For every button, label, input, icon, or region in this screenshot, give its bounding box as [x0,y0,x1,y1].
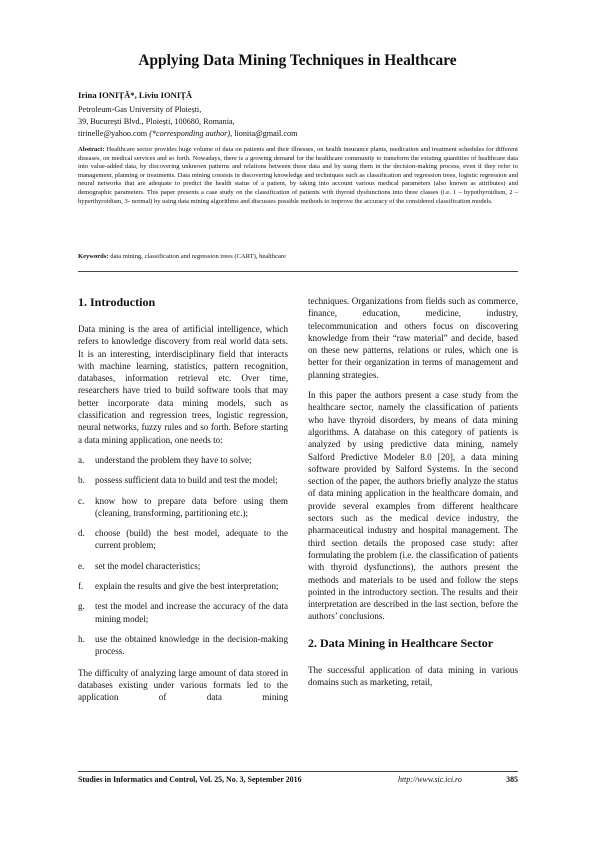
section-1-paragraph-3: In this paper the authors present a case study from the healthcare sector, namely the classification of patients who have thyroid disorders, by means of data mining algorithms. A database on this category of patients is analyzed by using predictive data mining, namely Salford Predictive Modeler 8.0 [20], a data mining software provided by Salford Systems. In the second section of the paper, the authors briefly analyze the status of data mining application in the healthcare domain, and provide several examples from different healthcare sectors such as the medical device industry, the pharmaceutical industry and hospital management. The third section details the proposed case study: after formulating the problem (i.e. the classification of patients with thyroid dysfunctions), the authors present the methods and materials to be used and follow the steps pointed in the introductory section. The results and their interpretation are described in the last section, before the authors’ conclusions. [308,390,518,622]
list-item [78,474,288,486]
affiliation-line2: 39, București Blvd., Ploiești, 100680, Romania, [78,117,235,126]
journal-citation: Studies in Informatics and Control, Vol. 25, No. 3, September 2016 [78,775,302,784]
list-item [78,580,288,592]
contact-line: tirinelle@yahoo.com (*corresponding author), lionita@gmail.com [78,129,298,138]
list-text: choose (build) the best model, adequate to the current problem; [95,528,288,551]
steps-list [78,454,288,658]
abstract [78,146,518,206]
list-marker: g. [78,601,85,612]
affiliation [78,104,297,140]
list-text: set the model characteristics; [95,560,201,571]
list-item [78,495,288,520]
affiliation-line1: Petroleum-Gas University of Ploiești, [78,105,202,114]
list-text: understand the problem they have to solve; [95,454,252,465]
list-item [78,633,288,658]
section-2-heading: 2. Data Mining in Healthcare Sector [308,635,494,650]
list-marker: a. [78,454,85,465]
abstract-label: Abstract: [78,146,105,153]
header-divider [78,271,518,272]
section-2-paragraph-1: The successful application of data mining in various domains such as marketing, retail, [308,664,518,688]
list-marker: d. [78,528,85,539]
list-item [78,560,288,572]
list-text: explain the results and give the best interpretation; [95,581,279,592]
section-1-paragraph-2-continued: techniques. Organizations from fields such as commerce, finance, education, medicine, industry, telecommunication and others focus on discovering knowledge from their “raw material” and decide, based on these new patterns, relations or rules, which one is better for their organization in terms of management and planning strategies. [308,296,518,380]
section-1-heading: 1. Introduction [78,295,156,309]
list-marker: h. [78,633,85,644]
list-text: know how to prepare data before using them (cleaning, transforming, partitioning etc.); [95,495,288,518]
keywords-label: Keywords: [78,253,109,260]
list-text: test the model and increase the accuracy of the data mining model; [95,601,288,624]
list-marker: b. [78,475,85,486]
abstract-text: Healthcare sector provides huge volume of data on patients and their illnesses, on health insurance plants, medication and treatment schedules for different diseases, on medical services and so forth. Nowadays, there is a growing demand for the healthcare community to transform the existing quantities of healthcare data into value-added data, by discovering unknown patterns and relations between these data and by using them in the decision-making process, even if they refer to management, planning or treatments. Data mining consists in discovering knowledge and techniques such as classification and regression trees, logistic regression and neural networks that are adequate to predict the health status of a patient, by taking into account various medical parameters (also known as attributes) and demographic parameters. This paper presents a case study on the classification of patients with thyroid dysfunctions into three classes (i.e. 1 – hypothyroidism, 2 – hyperthyroidism, 3- normal) by using data mining algorithms and discusses possible methods to improve the accuracy of the considered classification models. [78,146,518,205]
section-1-paragraph-2: The difficulty of analyzing large amount of data stored in databases existing under various formats led to the application of data mining [78,667,288,703]
list-item [78,527,288,552]
list-item [78,454,288,466]
page-number: 385 [506,775,518,784]
list-text: possess sufficient data to build and test the model; [95,475,278,486]
list-text: use the obtained knowledge in the decision-making process. [95,633,288,657]
email-2[interactable]: lionita@gmail.com [234,129,298,138]
list-marker: e. [78,560,85,571]
list-item [78,600,288,625]
corresponding-author-note: (*corresponding author) [149,129,231,138]
paper-title: Applying Data Mining Techniques in Healthcare [138,52,457,69]
authors: Irina IONIȚĂ*, Liviu IONIȚĂ [78,90,193,100]
keywords [78,253,518,262]
journal-url[interactable]: http://www.sic.ici.ro [398,775,462,784]
section-1-paragraph-1: Data mining is the area of artificial intelligence, which refers to knowledge discovery from real world data sets. It is an interesting, interdisciplinary field that interacts with machine learning, statistics, pattern recognition, databases, information retrieval etc. Over time, researchers have tried to build software tools that may better incorporate data mining models, such as classification and regression trees, logistic regression, neural networks, fuzzy rules and so forth. Before starting a data mining application, one needs to: [78,324,288,445]
footer-divider [78,771,518,772]
list-marker: c. [78,495,85,506]
keywords-text: data mining, classification and regression trees (CART), healthcare [110,253,286,260]
list-marker: f. [78,581,84,592]
left-column [78,294,288,711]
email-1[interactable]: tirinelle@yahoo.com [78,129,148,138]
right-column [308,295,518,696]
